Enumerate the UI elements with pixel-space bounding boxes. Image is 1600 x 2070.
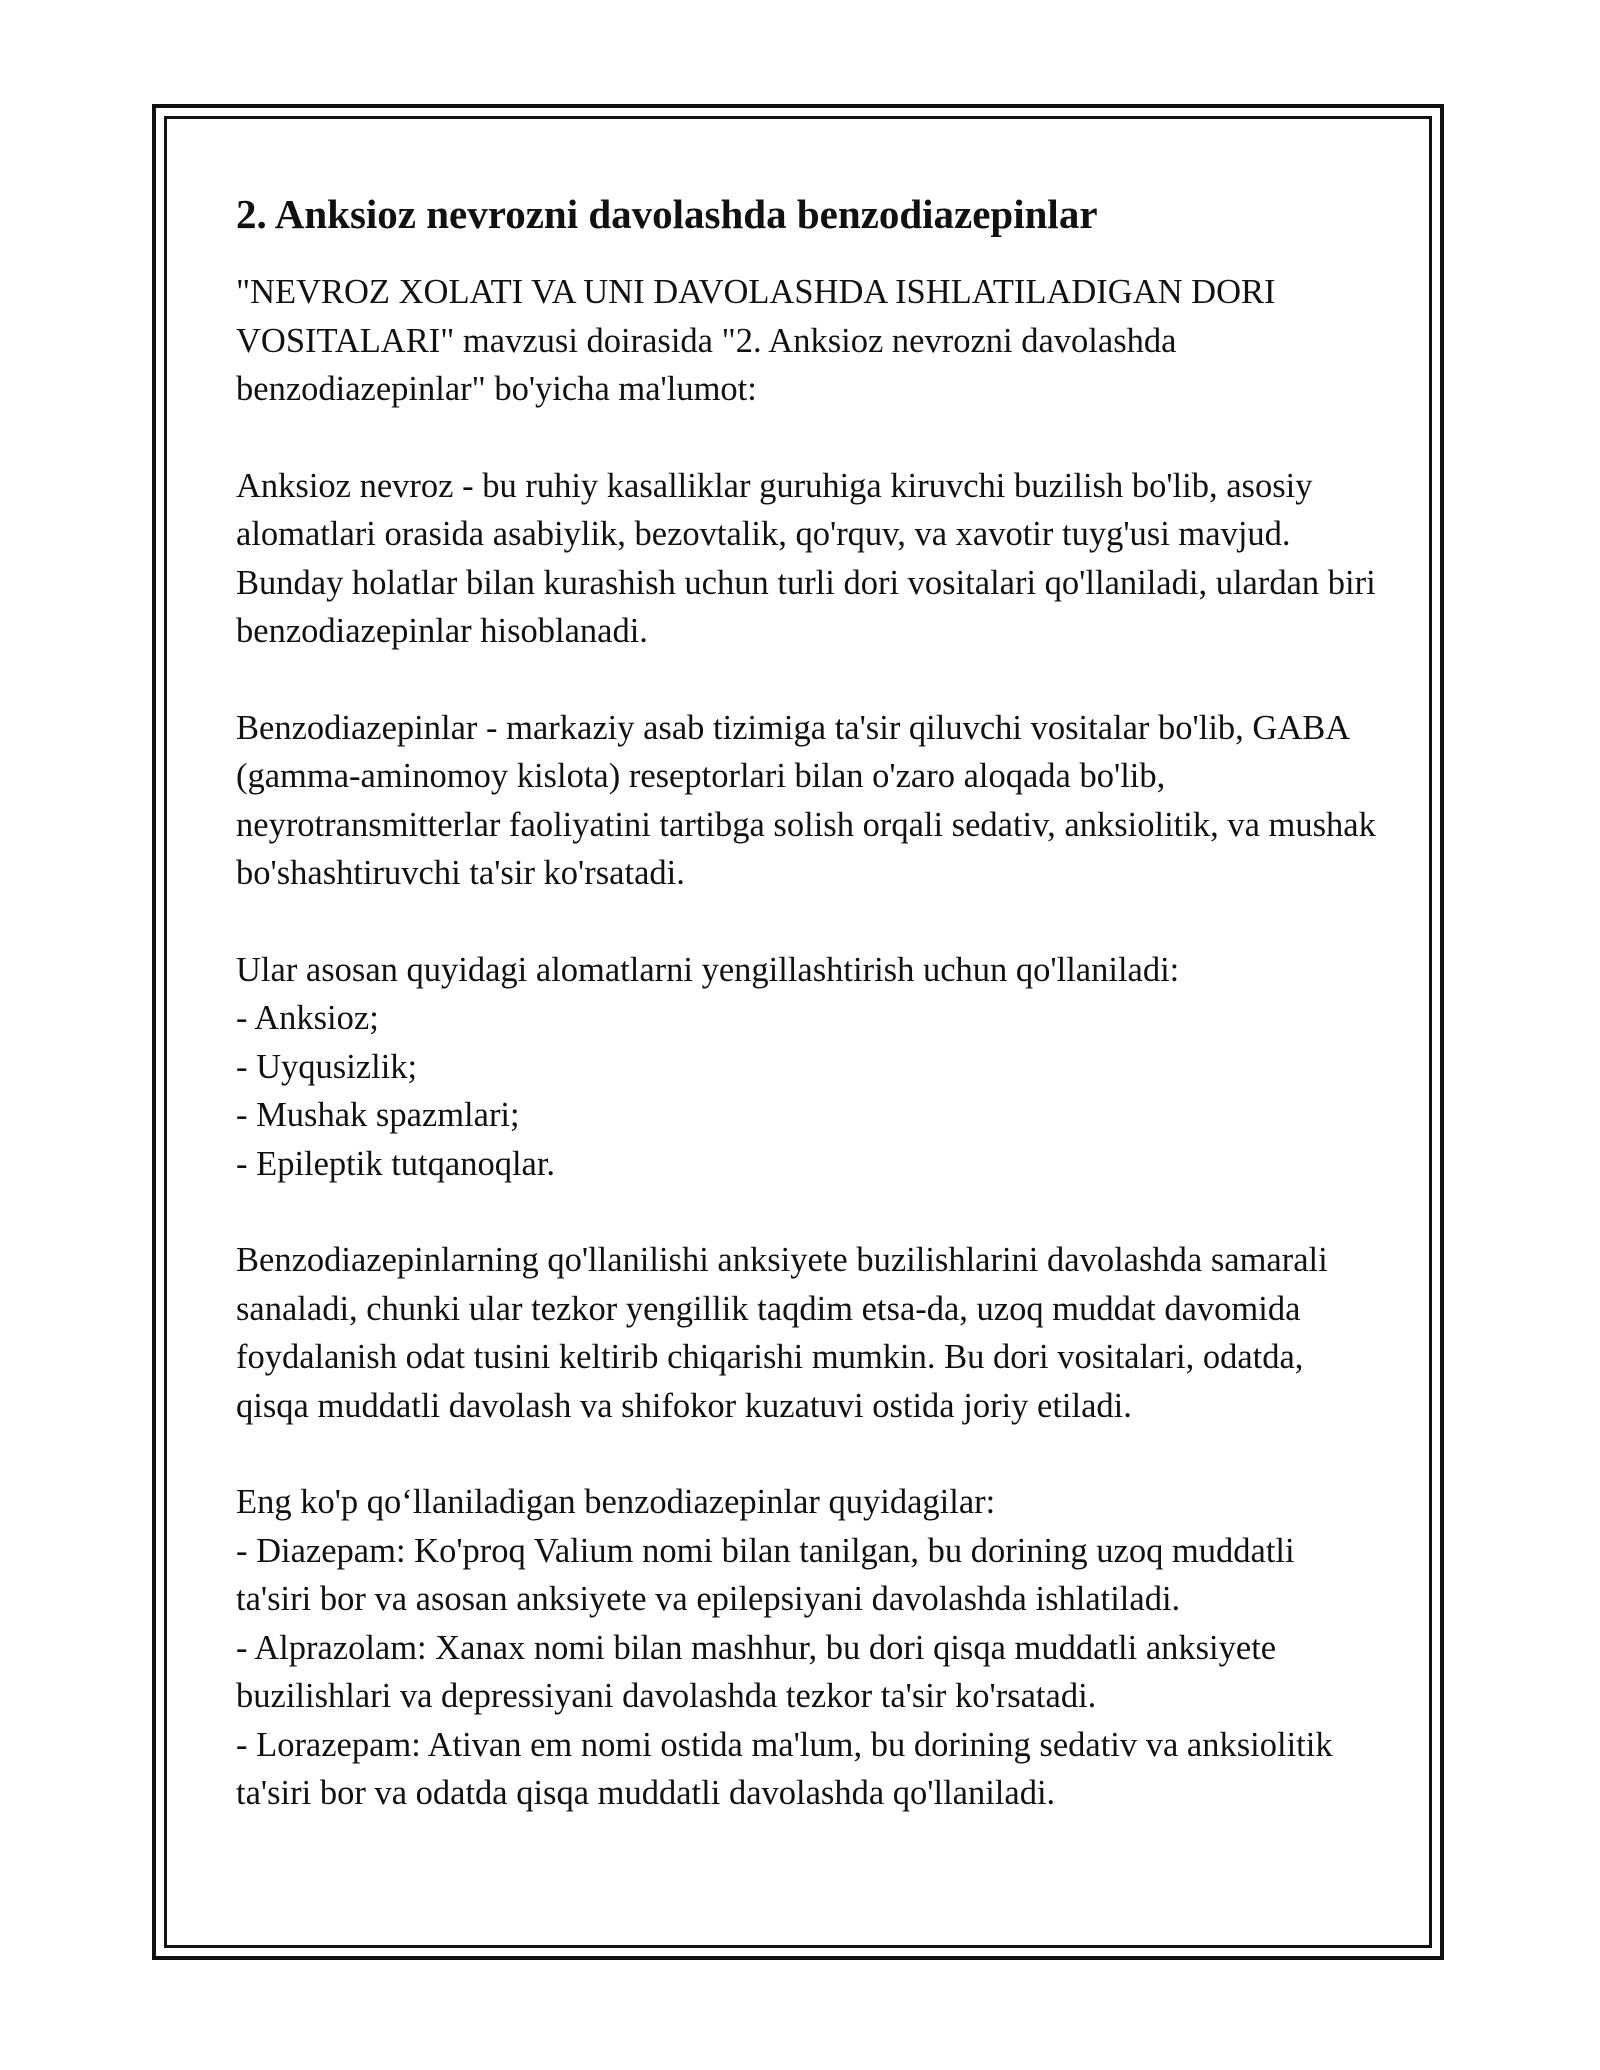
- section-heading: 2. Anksioz nevrozni davolashda benzodiazepinlar: [236, 191, 1098, 237]
- list-item: - Lorazepam: Ativan em nomi ostida ma'lum, bu dorining sedativ va anksiolitik ta'siri bor va odatda qisqa muddatli davolashda qo'llaniladi.: [236, 1725, 1333, 1812]
- list-item: - Epileptik tutqanoqlar.: [236, 1144, 556, 1183]
- intro-paragraph: "NEVROZ XOLATI VA UNI DAVOLASHDA ISHLATILADIGAN DORI VOSITALARI" mavzusi doirasida "2. Anksioz nevrozni davolashda benzodiazepinlar" bo'yicha ma'lumot:: [236, 273, 1276, 408]
- symptoms-block: [236, 946, 1376, 1189]
- list-item: - Alprazolam: Xanax nomi bilan mashhur, bu dori qisqa muddatli anksiyete buzilishlari va depressiyani davolashda tezkor ta'sir ko'rsatadi.: [236, 1628, 1277, 1715]
- document-body: [236, 188, 1376, 1866]
- drugs-block: [236, 1478, 1376, 1818]
- list-item: - Diazepam: Ko'proq Valium nomi bilan tanilgan, bu dorining uzoq muddatli ta'siri bor va asosan anksiyete va epilepsiyani davolashda ishlatiladi.: [236, 1531, 1295, 1618]
- paragraph-anxiety-neurosis: Anksioz nevroz - bu ruhiy kasalliklar guruhiga kiruvchi buzilish bo'lib, asosiy alomatlari orasida asabiylik, bezovtalik, qo'rquv, va xavotir tuyg'usi mavjud. Bunday holatlar bilan kurashish uchun turli dori vositalari qo'llaniladi, ulardan biri benzodiazepinlar hisoblanadi.: [236, 466, 1376, 650]
- symptoms-lead: Ular asosan quyidagi alomatlarni yengillashtirish uchun qo'llaniladi:: [236, 950, 1180, 989]
- paragraph-benzodiazepines-mechanism: Benzodiazepinlar - markaziy asab tizimiga ta'sir qiluvchi vositalar bo'lib, GABA (gamma-aminomoy kislota) reseptorlari bilan o'zaro aloqada bo'lib, neyrotransmitterlar faoliyatini tartibga solish orqali sedativ, anksiolitik, va mushak bo'shashtiruvchi ta'sir ko'rsatadi.: [236, 708, 1376, 892]
- paragraph-usage: Benzodiazepinlarning qo'llanilishi anksiyete buzilishlarini davolashda samarali sanaladi, chunki ular tezkor yengillik taqdim etsa-da, uzoq muddat davomida foydalanish odat tusini keltirib chiqarishi mumkin. Bu dori vositalari, odatda, qisqa muddatli davolash va shifokor kuzatuvi ostida joriy etiladi.: [236, 1241, 1328, 1425]
- list-item: - Mushak spazmlari;: [236, 1096, 520, 1134]
- list-item: - Uyqusizlik;: [236, 1047, 418, 1086]
- drugs-lead: Eng ko'p qo‘llaniladigan benzodiazepinlar quyidagilar:: [236, 1483, 996, 1521]
- list-item: - Anksioz;: [236, 999, 379, 1037]
